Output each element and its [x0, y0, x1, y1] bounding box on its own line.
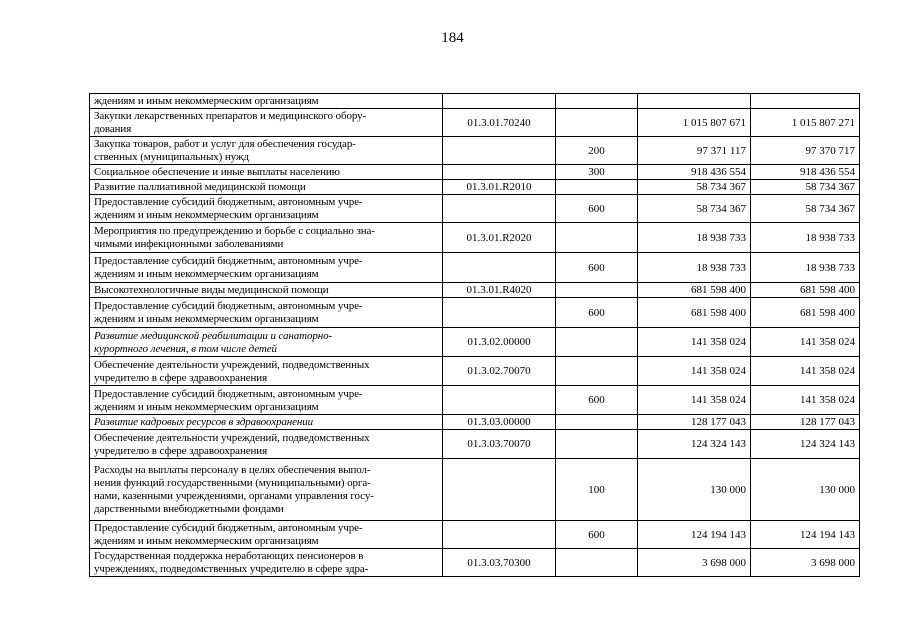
row-value1-cell	[638, 94, 751, 109]
row-value2-cell: 141 358 024	[751, 386, 860, 415]
table-row	[90, 386, 860, 415]
row-name-cell	[90, 109, 443, 137]
row-value2-cell: 141 358 024	[751, 357, 860, 386]
row-type-cell: 100	[556, 459, 638, 521]
row-name-cell	[90, 328, 443, 357]
row-type-cell	[556, 180, 638, 195]
row-code-cell	[443, 459, 556, 521]
table-row	[90, 253, 860, 283]
row-value1-cell: 141 358 024	[638, 328, 751, 357]
row-name-line: Закупки лекарственных препаратов и медицинского обору-	[94, 110, 367, 122]
row-name-line: ждениям и иным некоммерческим организациям	[94, 95, 319, 107]
row-name-line: учредителю в сфере здравоохранения	[94, 371, 268, 384]
row-name-line: Развитие кадровых ресурсов в здравоохранении	[94, 416, 314, 428]
table-row	[90, 165, 860, 180]
row-name-line: учредителю в сфере здравоохранения	[94, 444, 268, 457]
row-type-cell	[556, 549, 638, 577]
budget-table-body	[90, 94, 860, 577]
row-value2-cell: 1 015 807 271	[751, 109, 860, 137]
row-name-cell	[90, 521, 443, 549]
row-value1-cell: 681 598 400	[638, 298, 751, 328]
row-name-line: ждениям и иным некоммерческим организациям	[94, 400, 319, 413]
row-name-line: курортного лечения, в том числе детей	[94, 342, 277, 355]
row-code-cell: 01.3.01.70240	[443, 109, 556, 137]
table-row	[90, 223, 860, 253]
row-name-cell	[90, 180, 443, 195]
row-value1-cell: 124 194 143	[638, 521, 751, 549]
row-name-line: Предоставление субсидий бюджетным, автономным учре-	[94, 196, 363, 208]
table-row	[90, 109, 860, 137]
row-type-cell	[556, 357, 638, 386]
row-name-cell	[90, 94, 443, 109]
row-value1-cell: 58 734 367	[638, 195, 751, 223]
row-value1-cell: 18 938 733	[638, 253, 751, 283]
row-code-cell: 01.3.02.00000	[443, 328, 556, 357]
row-type-cell: 600	[556, 521, 638, 549]
budget-table	[89, 93, 860, 577]
row-type-cell	[556, 109, 638, 137]
table-row	[90, 521, 860, 549]
row-value2-cell: 58 734 367	[751, 195, 860, 223]
row-name-cell	[90, 223, 443, 253]
row-code-cell	[443, 165, 556, 180]
row-code-cell: 01.3.03.70070	[443, 430, 556, 459]
row-value1-cell: 141 358 024	[638, 386, 751, 415]
row-code-cell	[443, 94, 556, 109]
row-name-line: нения функций государственными (муниципальными) орга-	[94, 477, 371, 489]
row-name-line: Развитие медицинской реабилитации и санаторно-	[94, 329, 333, 342]
row-name-line: Закупка товаров, работ и услуг для обеспечения государ-	[94, 138, 356, 150]
table-row	[90, 357, 860, 386]
row-name-cell	[90, 459, 443, 521]
row-name-cell	[90, 430, 443, 459]
row-name-line: Мероприятия по предупреждению и борьбе с социально зна-	[94, 225, 375, 237]
table-row	[90, 328, 860, 357]
row-name-line: учреждениях, подведомственных учредителю в сфере здра-	[94, 563, 369, 575]
row-type-cell: 200	[556, 137, 638, 165]
row-value1-cell: 124 324 143	[638, 430, 751, 459]
row-name-line: Обеспечение деятельности учреждений, подведомственных	[94, 431, 370, 444]
row-value2-cell: 141 358 024	[751, 328, 860, 357]
page-number: 184	[441, 30, 464, 46]
row-name-cell	[90, 298, 443, 328]
row-name-cell	[90, 165, 443, 180]
row-code-cell	[443, 253, 556, 283]
row-value2-cell: 681 598 400	[751, 298, 860, 328]
row-type-cell: 600	[556, 195, 638, 223]
table-row	[90, 549, 860, 577]
row-name-line: Социальное обеспечение и иные выплаты населению	[94, 166, 340, 178]
row-name-line: ждениям и иным некоммерческим организациям	[94, 535, 319, 547]
table-row	[90, 195, 860, 223]
row-type-cell	[556, 223, 638, 253]
row-value1-cell: 3 698 000	[638, 549, 751, 577]
row-name-line: Предоставление субсидий бюджетным, автономным учре-	[94, 387, 363, 400]
row-code-cell	[443, 298, 556, 328]
row-value1-cell: 1 015 807 671	[638, 109, 751, 137]
row-name-line: чимыми инфекционными заболеваниями	[94, 238, 284, 250]
row-name-cell	[90, 253, 443, 283]
row-name-cell	[90, 549, 443, 577]
row-type-cell: 600	[556, 253, 638, 283]
row-name-line: ственных (муниципальных) нужд	[94, 151, 249, 163]
row-value2-cell: 918 436 554	[751, 165, 860, 180]
row-value2-cell	[751, 94, 860, 109]
table-row	[90, 298, 860, 328]
row-value1-cell: 128 177 043	[638, 415, 751, 430]
row-name-line: ждениям и иным некоммерческим организациям	[94, 268, 319, 280]
row-type-cell	[556, 430, 638, 459]
row-value1-cell: 97 371 117	[638, 137, 751, 165]
row-name-cell	[90, 283, 443, 298]
row-type-cell: 300	[556, 165, 638, 180]
row-value1-cell: 141 358 024	[638, 357, 751, 386]
row-code-cell	[443, 521, 556, 549]
row-code-cell	[443, 386, 556, 415]
row-value1-cell: 130 000	[638, 459, 751, 521]
row-value2-cell: 130 000	[751, 459, 860, 521]
row-code-cell	[443, 137, 556, 165]
row-name-line: Предоставление субсидий бюджетным, автономным учре-	[94, 300, 363, 312]
row-name-line: Предоставление субсидий бюджетным, автономным учре-	[94, 522, 363, 534]
row-name-line: ждениям и иным некоммерческим организациям	[94, 313, 319, 325]
row-code-cell: 01.3.01.R2010	[443, 180, 556, 195]
row-value2-cell: 124 324 143	[751, 430, 860, 459]
row-name-line: Высокотехнологичные виды медицинской помощи	[94, 284, 329, 296]
table-row	[90, 415, 860, 430]
row-name-line: дования	[94, 123, 132, 135]
row-value1-cell: 18 938 733	[638, 223, 751, 253]
row-name-line: Предоставление субсидий бюджетным, автономным учре-	[94, 255, 363, 267]
row-type-cell	[556, 283, 638, 298]
row-value1-cell: 918 436 554	[638, 165, 751, 180]
row-type-cell	[556, 94, 638, 109]
row-type-cell	[556, 415, 638, 430]
row-name-line: дарственными внебюджетными фондами	[94, 503, 284, 515]
table-row	[90, 137, 860, 165]
row-value2-cell: 58 734 367	[751, 180, 860, 195]
row-name-line: Обеспечение деятельности учреждений, подведомственных	[94, 358, 370, 371]
row-name-line: ждениям и иным некоммерческим организациям	[94, 209, 319, 221]
row-value2-cell: 18 938 733	[751, 253, 860, 283]
row-value1-cell: 681 598 400	[638, 283, 751, 298]
table-row	[90, 180, 860, 195]
row-type-cell	[556, 328, 638, 357]
row-code-cell: 01.3.01.R2020	[443, 223, 556, 253]
row-value2-cell: 3 698 000	[751, 549, 860, 577]
table-row	[90, 430, 860, 459]
row-code-cell: 01.3.01.R4020	[443, 283, 556, 298]
row-name-cell	[90, 357, 443, 386]
row-value2-cell: 18 938 733	[751, 223, 860, 253]
row-name-cell	[90, 386, 443, 415]
row-name-cell	[90, 195, 443, 223]
row-value2-cell: 128 177 043	[751, 415, 860, 430]
row-code-cell: 01.3.03.00000	[443, 415, 556, 430]
row-code-cell	[443, 195, 556, 223]
table-row	[90, 94, 860, 109]
row-name-line: Развитие паллиативной медицинской помощи	[94, 181, 306, 193]
row-name-cell	[90, 137, 443, 165]
row-name-line: Государственная поддержка неработающих пенсионеров в	[94, 550, 364, 562]
table-row	[90, 283, 860, 298]
row-value1-cell: 58 734 367	[638, 180, 751, 195]
row-code-cell: 01.3.02.70070	[443, 357, 556, 386]
row-value2-cell: 681 598 400	[751, 283, 860, 298]
row-type-cell: 600	[556, 298, 638, 328]
row-code-cell: 01.3.03.70300	[443, 549, 556, 577]
row-value2-cell: 124 194 143	[751, 521, 860, 549]
row-value2-cell: 97 370 717	[751, 137, 860, 165]
row-name-line: Расходы на выплаты персоналу в целях обеспечения выпол-	[94, 464, 371, 476]
row-type-cell: 600	[556, 386, 638, 415]
row-name-cell	[90, 415, 443, 430]
row-name-line: нами, казенными учреждениями, органами управления госу-	[94, 490, 374, 502]
table-row	[90, 459, 860, 521]
